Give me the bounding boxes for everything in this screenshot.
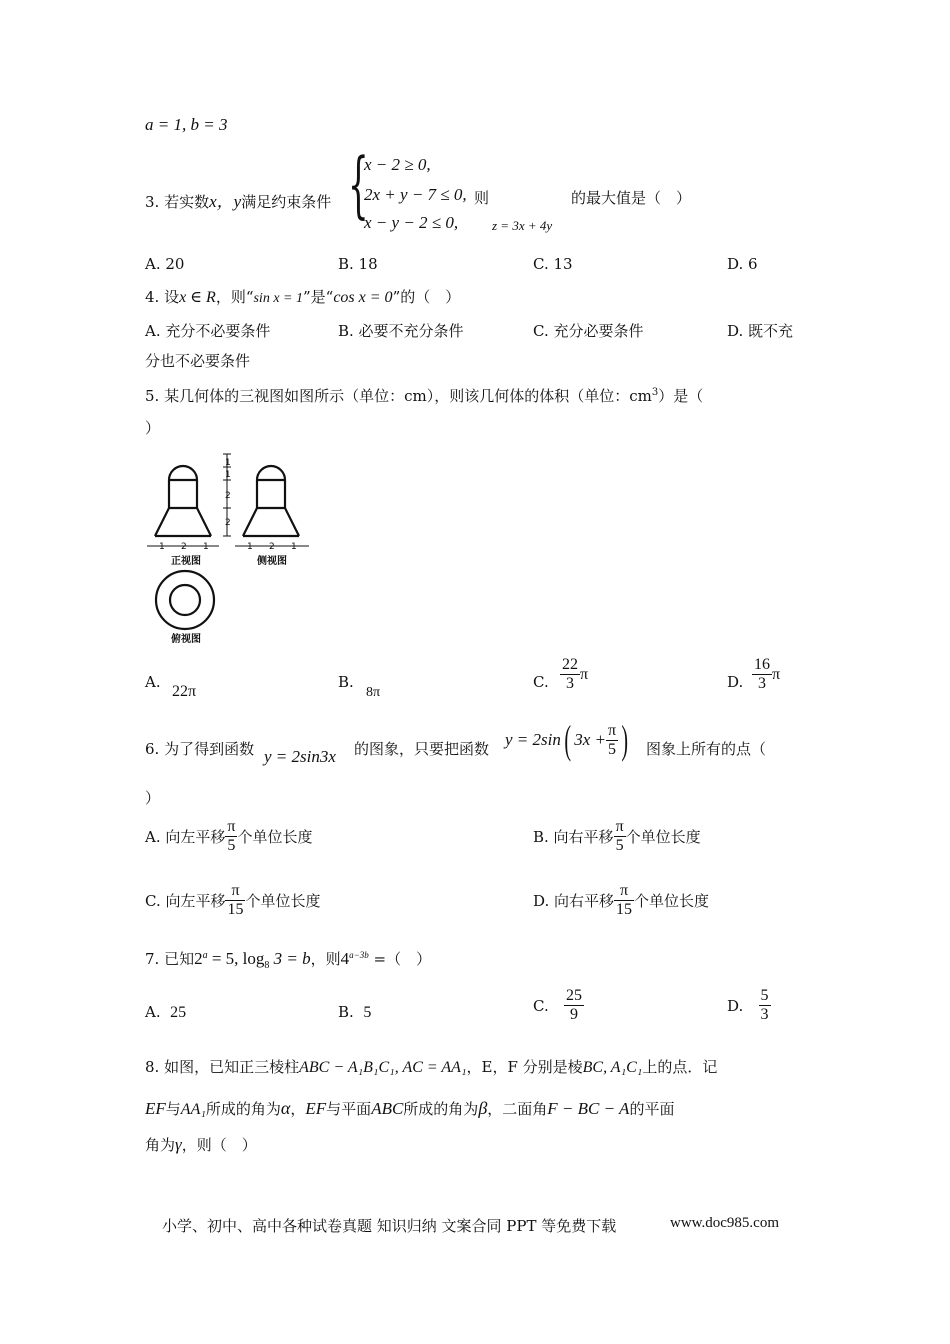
q5-stem: 5. 某几何体的三视图如图所示（单位：cm），则该几何体的体积（单位：$cm^3$）是（ [145, 387, 704, 405]
q4-option-d-wrap: 分也不必要条件 [145, 352, 251, 370]
dim-label-h4: 2 [225, 518, 231, 528]
q7-option-c: C. $\frac{25}{9}$ [533, 987, 582, 1023]
side-view [243, 466, 299, 536]
q5-option-b-label: B. [338, 673, 354, 691]
q3-option-d: D. 6 [727, 255, 758, 273]
q5-option-a-label: A. [145, 673, 161, 691]
q6-mid: 的图象，只要把函数 [354, 740, 490, 758]
q8-line-2: EF与AA₁所成的角为α，EF与平面ABC所成的角为β，二面角F − BC − A的平面 [145, 1098, 675, 1118]
q7-option-d: D. $\frac{5}{3}$ [727, 987, 769, 1023]
three-view-figure [143, 450, 323, 650]
dim-label-h1: 1 [225, 458, 231, 468]
answer-line: a = 1, b = 3 [145, 115, 228, 134]
q5-option-a-value: 22π [172, 683, 197, 700]
q4-option-c: C. 充分必要条件 [533, 322, 644, 340]
top-view [156, 571, 214, 629]
q7-option-a: A. 25 [145, 1003, 187, 1021]
footer-url[interactable]: www.doc985.com [670, 1215, 780, 1231]
q3-constraint-2: 2x + y − 7 ≤ 0, [364, 185, 467, 204]
q6-stem: 6. 为了得到函数 [145, 740, 255, 758]
q3-constraint-3: x − y − 2 ≤ 0, [364, 213, 459, 232]
q3-option-b: B. 18 [338, 255, 378, 273]
q7-stem: 7. 已知$2^a = 5$, $\log_8 3 = b$，则$4^{a-3b}$ =（ ） [145, 949, 432, 971]
side-view-label: 侧视图 [257, 556, 287, 567]
footer-text: 小学、初中、高中各种试卷真题 知识归纳 文案合同 PPT 等免费下载 [162, 1217, 617, 1235]
dim-label-w3: 1 [203, 542, 209, 552]
q5-option-c-label: C. [533, 673, 549, 691]
q6-function-1: y = 2sin3x [264, 747, 336, 766]
dim-label-w4: 1 [247, 542, 253, 552]
dim-label-w2: 2 [181, 542, 187, 552]
q3-option-a: A. 20 [145, 255, 185, 273]
q6-option-c: C. 向左平移 $\frac{\pi}{15}$ 个单位长度 [145, 882, 321, 918]
q4-option-a: A. 充分不必要条件 [145, 322, 271, 340]
q4-option-d: D. 既不充 [727, 322, 794, 340]
q3-objective: z = 3x + 4y [492, 218, 553, 233]
q3-then: 则 [474, 189, 490, 207]
dim-label-w6: 1 [291, 542, 297, 552]
q6-tail-wrap: ） [145, 789, 161, 807]
q3-constraint-1: x − 2 ≥ 0, [364, 155, 431, 174]
q3-option-c: C. 13 [533, 255, 573, 273]
dim-label-w1: 1 [159, 542, 165, 552]
q6-tail: 图象上所有的点（ [646, 740, 767, 758]
q7-option-b: B. 5 [338, 1003, 372, 1021]
front-view-label: 正视图 [171, 556, 201, 567]
dim-label-h3: 2 [225, 491, 231, 501]
q6-option-b: B. 向右平移 $\frac{\pi}{5}$ 个单位长度 [533, 818, 701, 854]
q5-option-d-label: D. [727, 673, 744, 691]
q6-option-d: D. 向右平移 $\frac{\pi}{15}$ 个单位长度 [533, 882, 710, 918]
q4-option-b: B. 必要不充分条件 [338, 322, 464, 340]
top-view-label: 俯视图 [171, 634, 201, 645]
q3-stem: 3. 若实数x，y满足约束条件 [145, 192, 332, 211]
q3-tail: 的最大值是（ ） [571, 189, 692, 207]
q8-line-3: 角为γ，则（ ） [145, 1135, 257, 1154]
q6-option-a: A. 向左平移 $\frac{\pi}{5}$ 个单位长度 [145, 818, 313, 854]
q5-option-c-value: $\frac{22}{3}$ π [562, 656, 589, 692]
q5-stem-wrap: ） [145, 419, 161, 437]
q5-option-b-value: 8π [366, 685, 381, 700]
q5-option-d-value: $\frac{16}{3}$ π [754, 656, 781, 692]
dim-label-h2: 1 [225, 470, 231, 480]
q8-line-1: 8. 如图，已知正三棱柱ABC − A₁B₁C₁, AC = AA₁，E，F 分别是棱BC, A₁C₁上的点．记 [145, 1058, 718, 1076]
q3-brace: { [348, 142, 369, 226]
q6-function-2: y = 2sin ( 3x + $\frac{\pi}{5}$ ) [505, 717, 629, 762]
dim-label-w5: 2 [269, 542, 275, 552]
front-view [155, 466, 211, 536]
q4-stem: 4. 设x ∈ R，则“sin x = 1”是“cos x = 0”的（ ） [145, 288, 461, 306]
